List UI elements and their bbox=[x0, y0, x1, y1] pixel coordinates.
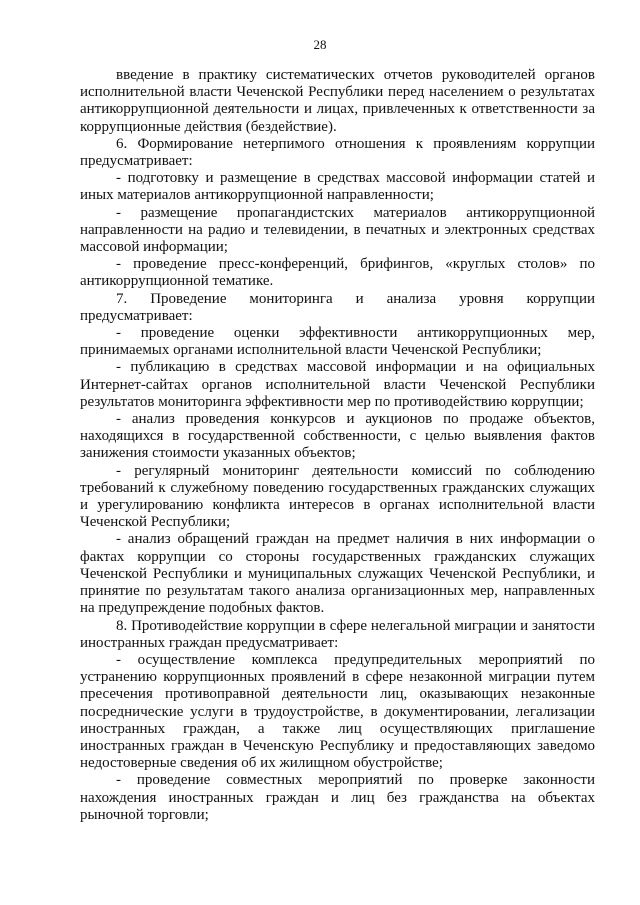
list-item: - публикацию в средствах массовой информации и на официальных Интернет-сайтах органов исполнительной власти Чеченской Республики результатов мониторинга эффективности мер по противодействию коррупции; bbox=[80, 359, 595, 410]
paragraph: 7. Проведение мониторинга и анализа уровня коррупции предусматривает: bbox=[80, 290, 595, 324]
document-body bbox=[80, 67, 595, 824]
list-item: - анализ проведения конкурсов и аукционов по продаже объектов, находящихся в государственной собственности, с целью выявления фактов занижения стоимости указанных объектов; bbox=[80, 411, 595, 462]
list-item: - осуществление комплекса предупредительных мероприятий по устранению коррупционных проявлений в сфере незаконной миграции путем пресечения противоправной деятельности лиц, оказывающих незаконные посреднические услуги в трудоустройстве, в документировании, легализации иностранных граждан, а также лиц осуществляющих приглашение иностранных граждан в Чеченскую Республику и предоставляющих заведомо недостоверные сведения об их жилищном обустройстве; bbox=[80, 651, 595, 772]
paragraph: 8. Противодействие коррупции в сфере нелегальной миграции и занятости иностранных граждан предусматривает: bbox=[80, 617, 595, 651]
list-item: - проведение совместных мероприятий по проверке законности нахождения иностранных граждан и лиц без гражданства на объектах рыночной торговли; bbox=[80, 772, 595, 823]
paragraph: введение в практику систематических отчетов руководителей органов исполнительной власти Чеченской Республики перед населением о результатах антикоррупционной деятельности и лицах, привлеченных к ответственности за коррупционные действия (бездействие). bbox=[80, 67, 595, 135]
page-number: 28 bbox=[313, 37, 327, 52]
paragraph: 6. Формирование нетерпимого отношения к проявлениям коррупции предусматривает: bbox=[80, 135, 595, 170]
list-item: - анализ обращений граждан на предмет наличия в них информации о фактах коррупции со стороны государственных гражданских служащих Чеченской Республики и муниципальных служащих Чеченской Республики, и принятие по результатам такого анализа организационных мер, направленных на предупреждение подобных фактов. bbox=[80, 531, 595, 617]
list-item: - подготовку и размещение в средствах массовой информации статей и иных материалов антикоррупционной направленности; bbox=[80, 170, 595, 204]
list-item: - проведение оценки эффективности антикоррупционных мер, принимаемых органами исполнительной власти Чеченской Республики; bbox=[80, 325, 595, 359]
list-item: - размещение пропагандистских материалов антикоррупционной направленности на радио и телевидении, в печатных и электронных средствах массовой информации; bbox=[80, 204, 595, 256]
list-item: - регулярный мониторинг деятельности комиссий по соблюдению требований к служебному поведению государственных гражданских служащих и урегулированию конфликта интересов в органах исполнительной власти Чеченской Республики; bbox=[80, 462, 595, 531]
list-item: - проведение пресс-конференций, брифингов, «круглых столов» по антикоррупционной тематике. bbox=[80, 256, 595, 290]
